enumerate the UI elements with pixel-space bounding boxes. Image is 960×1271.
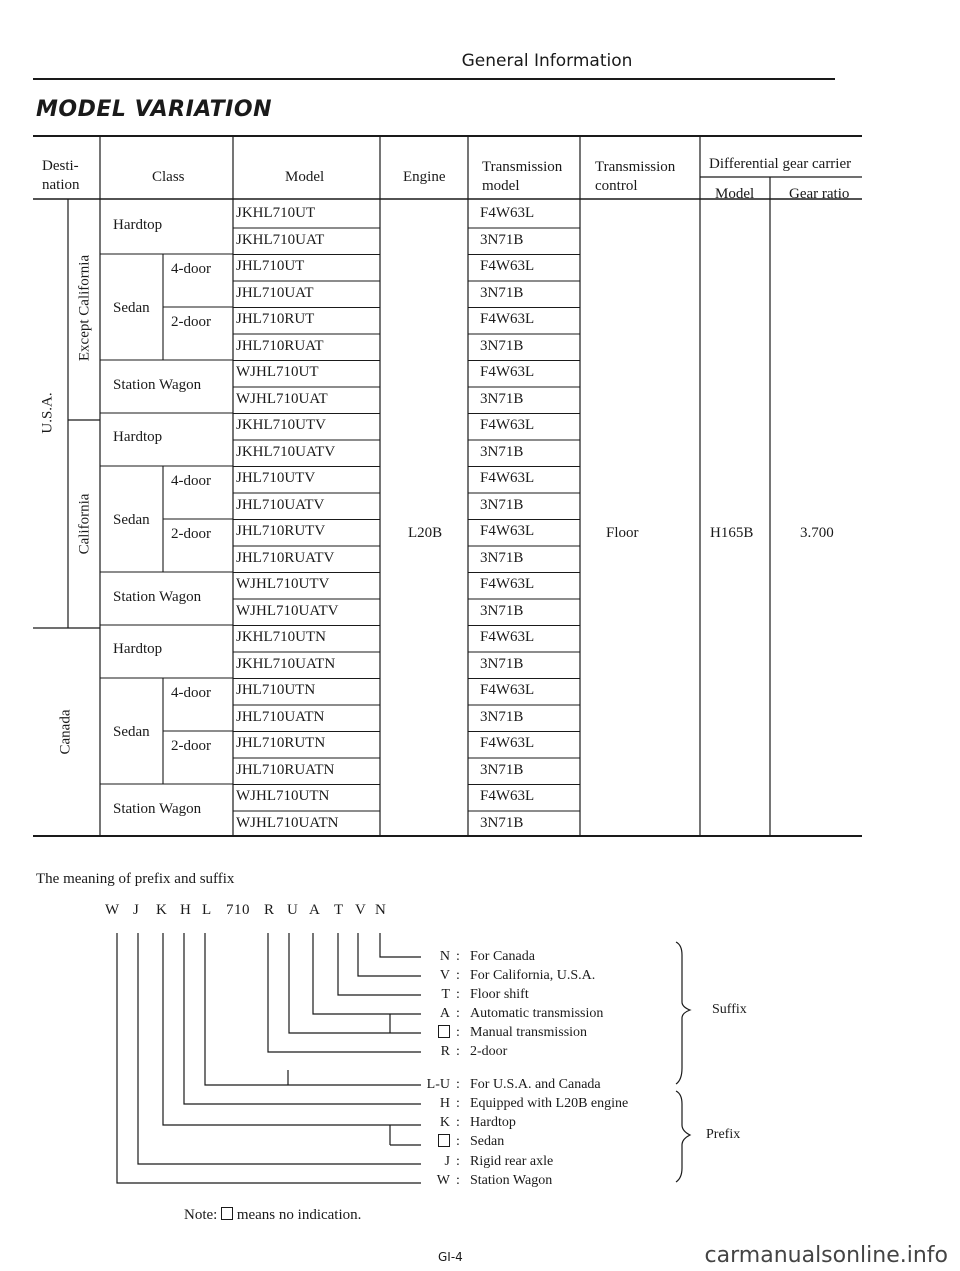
transmission-model-cell: F4W63L xyxy=(480,523,535,539)
model-cell: JHL710RUT xyxy=(236,311,315,327)
code-letter: R xyxy=(264,902,275,918)
code-letter: K xyxy=(156,902,168,918)
legend-description: For U.S.A. and Canada xyxy=(470,1077,601,1092)
legend-key: H xyxy=(439,1096,450,1111)
engine-value: L20B xyxy=(408,525,443,541)
model-cell: JKHL710UATV xyxy=(236,443,336,460)
legend-description: For Canada xyxy=(470,949,535,964)
legend-colon: : xyxy=(456,1096,460,1111)
model-cell: JHL710RUTV xyxy=(236,523,326,539)
legend-colon: : xyxy=(456,1077,460,1092)
code-letter: W xyxy=(105,902,120,918)
legend-colon: : xyxy=(456,949,460,964)
model-cell: JHL710UT xyxy=(236,258,305,274)
transmission-model-cell: 3N71B xyxy=(480,814,524,831)
note xyxy=(184,1207,361,1224)
legend-key: J xyxy=(444,1154,450,1169)
code-letter: A xyxy=(309,902,321,918)
class-sedan: Sedan xyxy=(113,300,150,316)
no-indication-box-icon xyxy=(438,1025,450,1038)
model-cell: WJHL710UT xyxy=(236,364,319,380)
transmission-model-cell: F4W63L xyxy=(480,735,535,751)
footnote: The meaning of prefix and suffix xyxy=(36,871,235,887)
model-cell: JKHL710UAT xyxy=(236,231,325,248)
class-sedan: Sedan xyxy=(113,512,150,528)
transmission-control-value: Floor xyxy=(606,525,639,541)
header-diff-model: Model xyxy=(715,186,755,202)
legend-description: Floor shift xyxy=(470,987,529,1002)
legend-description: Sedan xyxy=(470,1134,505,1149)
model-cell: JHL710RUAT xyxy=(236,337,324,354)
class-station-wagon: Station Wagon xyxy=(113,377,202,393)
brace-label-suffix: Suffix xyxy=(712,1002,747,1017)
gear-ratio-value: 3.700 xyxy=(800,525,834,541)
no-indication-box-icon xyxy=(221,1207,233,1220)
header-model: Model xyxy=(285,169,325,185)
legend-colon: : xyxy=(456,1025,460,1040)
diff-model-value: H165B xyxy=(710,525,754,541)
legend-colon: : xyxy=(456,1154,460,1169)
legend-colon: : xyxy=(456,1134,460,1149)
legend-key: L-U xyxy=(426,1077,450,1092)
model-cell: JHL710RUATN xyxy=(236,761,335,778)
legend-description: 2-door xyxy=(470,1044,508,1059)
destination-canada: Canada xyxy=(57,709,74,755)
model-cell: JKHL710UATN xyxy=(236,655,336,672)
destination-except-california: Except California xyxy=(76,254,93,362)
legend-colon: : xyxy=(456,1044,460,1059)
destination-california: California xyxy=(76,493,93,555)
model-cell: WJHL710UATN xyxy=(236,814,339,831)
class-2-door: 2-door xyxy=(171,738,211,754)
class-4-door: 4-door xyxy=(171,685,211,701)
model-cell: JHL710UTN xyxy=(236,682,316,698)
transmission-model-cell: F4W63L xyxy=(480,364,535,380)
header-transmission-control: Transmission control xyxy=(595,159,676,194)
code-letter: N xyxy=(375,902,387,918)
transmission-model-cell: 3N71B xyxy=(480,549,524,566)
class-4-door: 4-door xyxy=(171,473,211,489)
header-engine: Engine xyxy=(403,169,446,185)
class-sedan: Sedan xyxy=(113,724,150,740)
code-letter: 710 xyxy=(226,902,250,918)
transmission-model-cell: 3N71B xyxy=(480,761,524,778)
model-cell: JHL710UAT xyxy=(236,284,314,301)
model-cell: JHL710RUTN xyxy=(236,735,326,751)
transmission-model-cell: F4W63L xyxy=(480,470,535,486)
class-station-wagon: Station Wagon xyxy=(113,589,202,605)
legend-description: Equipped with L20B engine xyxy=(470,1096,629,1111)
transmission-model-cell: 3N71B xyxy=(480,443,524,460)
model-cell: JKHL710UTV xyxy=(236,417,326,433)
code-letter: L xyxy=(202,902,212,918)
legend-description: Hardtop xyxy=(470,1115,516,1130)
model-cell: JHL710UTV xyxy=(236,470,316,486)
transmission-model-cell: 3N71B xyxy=(480,390,524,407)
model-cell: JHL710RUATV xyxy=(236,549,335,566)
legend-colon: : xyxy=(456,1006,460,1021)
header-class: Class xyxy=(152,169,185,185)
legend-colon: : xyxy=(456,1173,460,1188)
class-station-wagon: Station Wagon xyxy=(113,801,202,817)
transmission-model-cell: 3N71B xyxy=(480,496,524,513)
transmission-model-cell: 3N71B xyxy=(480,284,524,301)
note-prefix: Note: xyxy=(184,1207,218,1223)
legend-key: R xyxy=(440,1044,450,1059)
brace-label-prefix: Prefix xyxy=(706,1127,741,1142)
legend-description: Automatic transmission xyxy=(470,1006,604,1021)
model-cell: WJHL710UTV xyxy=(236,576,330,592)
page-number: GI-4 xyxy=(438,1250,463,1264)
legend-description: Manual transmission xyxy=(470,1025,588,1040)
header-transmission-model: Transmission model xyxy=(482,159,563,194)
model-cell: JKHL710UTN xyxy=(236,629,326,645)
header-gear-ratio: Gear ratio xyxy=(789,186,850,202)
code-letter: T xyxy=(334,902,344,918)
transmission-model-cell: F4W63L xyxy=(480,417,535,433)
model-cell: JKHL710UT xyxy=(236,205,316,221)
legend-key: W xyxy=(436,1173,450,1188)
legend-description: Station Wagon xyxy=(470,1173,553,1188)
transmission-model-cell: F4W63L xyxy=(480,205,535,221)
code-letter: H xyxy=(180,902,192,918)
class-hardtop: Hardtop xyxy=(113,429,163,445)
class-2-door: 2-door xyxy=(171,526,211,542)
legend-key: V xyxy=(439,968,450,983)
model-cell: WJHL710UAT xyxy=(236,390,328,407)
code-letter: V xyxy=(355,902,367,918)
legend-colon: : xyxy=(456,1115,460,1130)
page-header-title: General Information xyxy=(461,51,633,71)
section-title: MODEL VARIATION xyxy=(36,97,272,122)
legend-key: A xyxy=(439,1006,450,1021)
legend-key: T xyxy=(441,987,450,1002)
header-destination-label: Desti- nation xyxy=(42,158,80,193)
no-indication-box-icon xyxy=(438,1134,450,1147)
legend-description: Rigid rear axle xyxy=(470,1154,554,1169)
transmission-model-cell: F4W63L xyxy=(480,258,535,274)
legend-colon: : xyxy=(456,987,460,1002)
model-cell: JHL710UATV xyxy=(236,496,325,513)
header-differential-gear-carrier: Differential gear carrier xyxy=(709,156,852,172)
code-letter: U xyxy=(287,902,299,918)
code-letter: J xyxy=(133,902,140,918)
model-cell: WJHL710UATV xyxy=(236,602,339,619)
class-hardtop: Hardtop xyxy=(113,641,163,657)
transmission-model-cell: F4W63L xyxy=(480,629,535,645)
destination-usa: U.S.A. xyxy=(39,392,56,434)
legend-key: N xyxy=(439,949,450,964)
transmission-model-cell: F4W63L xyxy=(480,311,535,327)
model-cell: WJHL710UTN xyxy=(236,788,330,804)
transmission-model-cell: 3N71B xyxy=(480,231,524,248)
legend-key xyxy=(420,1134,450,1151)
model-cell: JHL710UATN xyxy=(236,708,325,725)
class-4-door: 4-door xyxy=(171,261,211,277)
transmission-model-cell: 3N71B xyxy=(480,655,524,672)
legend-key xyxy=(420,1025,450,1042)
transmission-model-cell: 3N71B xyxy=(480,337,524,354)
class-hardtop: Hardtop xyxy=(113,217,163,233)
legend-colon: : xyxy=(456,968,460,983)
transmission-model-cell: 3N71B xyxy=(480,602,524,619)
transmission-model-cell: F4W63L xyxy=(480,682,535,698)
legend-key: K xyxy=(439,1115,450,1130)
transmission-model-cell: F4W63L xyxy=(480,788,535,804)
transmission-model-cell: 3N71B xyxy=(480,708,524,725)
legend-description: For California, U.S.A. xyxy=(470,968,596,983)
transmission-model-cell: F4W63L xyxy=(480,576,535,592)
watermark: carmanualsonline.info xyxy=(704,1243,948,1268)
class-2-door: 2-door xyxy=(171,314,211,330)
note-suffix: means no indication. xyxy=(236,1207,362,1223)
